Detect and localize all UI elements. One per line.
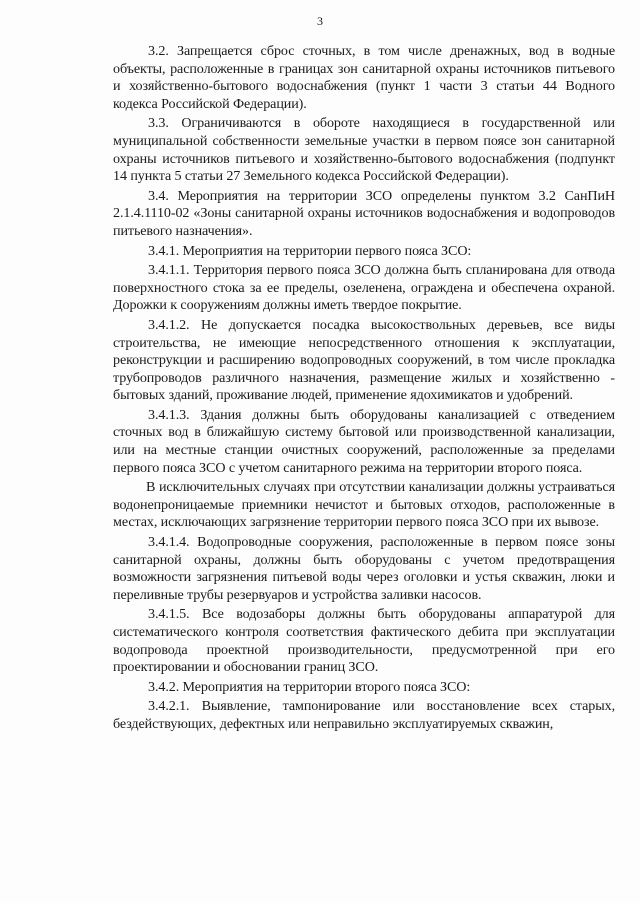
paragraph-3-4-1-5: 3.4.1.5. Все водозаборы должны быть оборудованы аппаратурой для систематического контроля соответствия фактического дебита при эксплуатации водопровода проектной производительности, предусмотренной при его проектировании и обосновании границ ЗСО. [113, 606, 615, 676]
paragraph-3-3: 3.3. Ограничиваются в обороте находящиеся в государственной или муниципальной собственности земельные участки в первом поясе зон санитарной охраны источников питьевого и хозяйственно-бытового водоснабжения (подпункт 14 пункта 5 статьи 27 Земельного кодекса Российской Федерации). [113, 115, 615, 185]
paragraph-3-4-2: 3.4.2. Мероприятия на территории второго пояса ЗСО: [148, 678, 471, 695]
paragraph-exceptional-cases: В исключительных случаях при отсутствии канализации должны устраиваться водонепроницаемые приемники нечистот и бытовых отходов, расположенные в местах, исключающих загрязнение территории первого пояса ЗСО при их вывозе. [113, 479, 615, 531]
paragraph-3-4-1-3: 3.4.1.3. Здания должны быть оборудованы канализацией с отведением сточных вод в ближайшую систему бытовой или производственной канализации, или на местные станции очистных сооружений, расположенные за пределами первого пояса ЗСО с учетом санитарного режима на территории второго пояса. [113, 406, 615, 476]
paragraph-3-4-1-4: 3.4.1.4. Водопроводные сооружения, расположенные в первом поясе зоны санитарной охраны, должны быть оборудованы с учетом предотвращения возможности загрязнения питьевой воды через оголовки и устья скважин, люки и переливные трубы резервуаров и устройства заливки насосов. [113, 534, 615, 603]
paragraph-3-4-1: 3.4.1. Мероприятия на территории первого пояса ЗСО: [148, 242, 472, 259]
paragraph-3-4-1-2: 3.4.1.2. Не допускается посадка высокоствольных деревьев, все виды строительства, не имеющие непосредственного отношения к эксплуатации, реконструкции и расширению водопроводных сооружений, в том числе прокладка трубопроводов различного назначения, размещение жилых и хозяйственно - бытовых зданий, проживание людей, применение ядохимикатов и удобрений. [113, 316, 615, 404]
paragraph-3-4-2-1: 3.4.2.1. Выявление, тампонирование или восстановление всех старых, бездействующих, дефектных или неправильно эксплуатируемых скважин, [113, 698, 615, 732]
page-number: 3 [317, 14, 323, 28]
document-body [113, 43, 615, 736]
paragraph-3-4-1-1: 3.4.1.1. Территория первого пояса ЗСО должна быть спланирована для отвода поверхностного стока за ее пределы, озеленена, ограждена и обеспечена охраной. Дорожки к сооружениям должны иметь твердое покрытие. [113, 262, 615, 314]
paragraph-3-2: 3.2. Запрещается сброс сточных, в том числе дренажных, вод в водные объекты, расположенные в границах зон санитарной охраны источников питьевого и хозяйственно-бытового водоснабжения (пункт 1 части 3 статьи 44 Водного кодекса Российской Федерации). [113, 43, 615, 112]
paragraph-3-4: 3.4. Мероприятия на территории ЗСО определены пунктом 3.2 СанПиН 2.1.4.1110-02 «Зоны санитарной охраны источников водоснабжения и водопроводов питьевого назначения». [113, 187, 615, 239]
